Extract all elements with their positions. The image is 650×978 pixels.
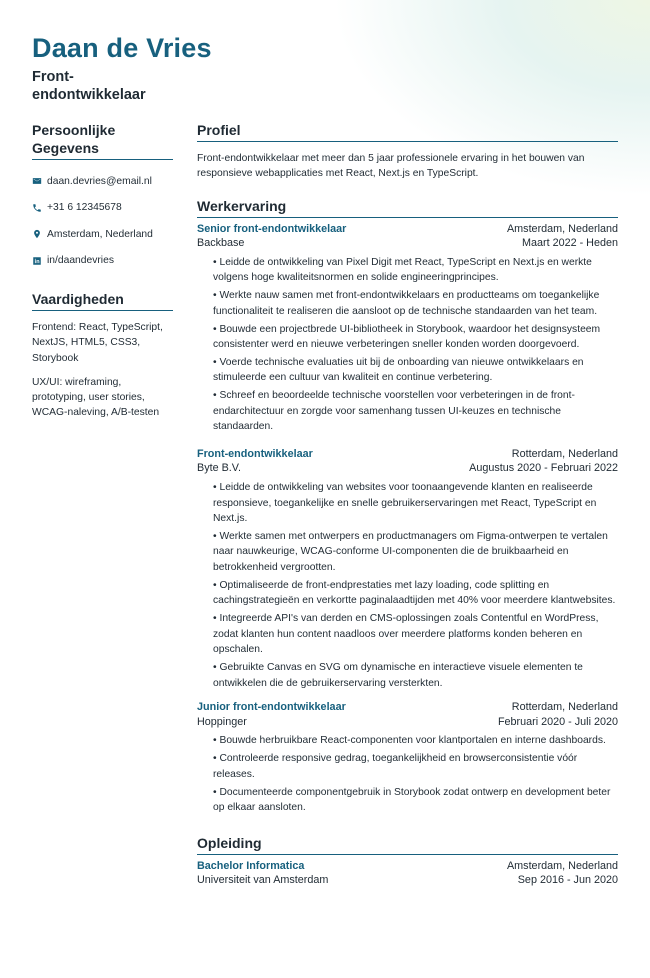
job-bullet: • Werkte nauw samen met front-endontwikkelaars en productteams om toegankelijke functionaliteit te realiseren die aansloot op de technische standaarden van het team. xyxy=(213,290,600,317)
job-bullet: • Werkte samen met ontwerpers en productmanagers om Figma-ontwerpen te vertalen naar nauwkeurige, WCAG-conforme UI-componenten die de bruikbaarheid en betrokkenheid vergrootten. xyxy=(213,530,608,573)
education-school: Universiteit van Amsterdam xyxy=(197,874,329,887)
job-bullet: • Voerde technische evaluaties uit bij de onboarding van nieuwe ontwikkelaars en stimuleerde een cultuur van kwaliteit en continue verbetering. xyxy=(213,356,584,384)
job-bullet: • Schreef en beoordeelde technische voorstellen voor verbeteringen in de front-endarchitectuur en zorgde voor samenhang tussen UI-keuzes en technische standaarden. xyxy=(213,390,575,433)
profile-title: Profiel xyxy=(197,121,618,142)
contact-list xyxy=(32,168,173,274)
education-location: Amsterdam, Nederland xyxy=(506,859,618,872)
job-company: Backbase xyxy=(197,237,245,250)
job-location: Rotterdam, Nederland xyxy=(511,701,618,714)
education-entry xyxy=(197,859,618,888)
contact-linkedin-text: in/daandevries xyxy=(47,255,114,267)
job-bullets xyxy=(197,255,618,435)
resume-header xyxy=(32,32,282,104)
contact-linkedin[interactable] xyxy=(32,248,173,275)
job-role: Junior front-endontwikkelaar xyxy=(197,701,346,714)
job-bullet: • Controleerde responsive gedrag, toegankelijkheid en browserconsistentie vóór releases. xyxy=(213,753,578,780)
location-icon xyxy=(32,229,47,239)
person-role: Front-endontwikkelaar xyxy=(32,69,146,103)
job-date: Februari 2020 - Juli 2020 xyxy=(497,715,618,728)
profile-text: Front-endontwikkelaar met meer dan 5 jaar professionele ervaring in het bouwen van responsieve webapplicaties met React, Next.js en TypeScript. xyxy=(197,153,585,180)
job-date: Maart 2022 - Heden xyxy=(521,237,618,250)
job-company: Hoppinger xyxy=(197,715,247,728)
contact-email[interactable] xyxy=(32,168,173,195)
skill-frontend: Frontend: React, TypeScript, NextJS, HTML5, CSS3, Storybook xyxy=(32,322,163,364)
sidebar xyxy=(32,121,173,421)
job-entry xyxy=(197,700,618,815)
job-bullets xyxy=(197,480,618,691)
phone-icon xyxy=(32,203,47,213)
education-degree: Bachelor Informatica xyxy=(197,859,305,872)
contact-location xyxy=(32,221,173,248)
person-name: Daan de Vries xyxy=(32,33,212,63)
contact-phone[interactable] xyxy=(32,195,173,222)
job-company: Byte B.V. xyxy=(197,462,242,475)
mail-icon xyxy=(32,176,47,186)
skills-title: Vaardigheden xyxy=(32,290,173,311)
personal-details-title: Persoonlijke Gegevens xyxy=(32,121,173,160)
job-bullet: • Gebruikte Canvas en SVG om dynamische en interactieve visuele elementen te ontwikkelen die de gebruikerservaring versterkten. xyxy=(213,662,583,689)
job-entry xyxy=(197,447,618,691)
job-bullet: • Integreerde API's van derden en CMS-oplossingen zoals Contentful en WordPress, zodat klanten hun content naadloos over meerdere platforms konden beheren en opschalen. xyxy=(213,613,599,656)
job-bullet: • Leidde de ontwikkeling van Pixel Digit met React, TypeScript en Next.js en werkte volgens hoge kwaliteitsnormen en solide engineeringprincipes. xyxy=(213,256,592,284)
linkedin-icon xyxy=(32,256,47,266)
contact-location-text: Amsterdam, Nederland xyxy=(47,228,153,240)
job-role: Front-endontwikkelaar xyxy=(197,447,313,460)
job-bullet: • Optimaliseerde de front-endprestaties met lazy loading, code splitting en cachingstrategieën en verkortte paginalaadtijden met 40% voor meerdere klantwebsites. xyxy=(213,579,616,607)
job-location: Rotterdam, Nederland xyxy=(511,447,618,460)
education-date: Sep 2016 - Jun 2020 xyxy=(517,874,618,887)
job-date: Augustus 2020 - Februari 2022 xyxy=(469,462,618,475)
job-role: Senior front-endontwikkelaar xyxy=(197,222,347,235)
job-bullet: • Documenteerde componentgebruik in Storybook zodat ontwerp en development beter op elkaar aansloten. xyxy=(213,786,611,814)
job-entry xyxy=(197,222,618,435)
education-title: Opleiding xyxy=(197,834,618,855)
job-bullet: • Bouwde herbruikbare React-componenten voor klantportalen en interne dashboards. xyxy=(213,735,606,747)
job-location: Amsterdam, Nederland xyxy=(506,222,618,235)
job-bullet: • Leidde de ontwikkeling van websites voor toonaangevende klanten en realiseerde responsieve, toegankelijke en snelle gebruikerservaringen met React, TypeScript en Next.js. xyxy=(213,482,597,525)
contact-email-text: daan.devries@email.nl xyxy=(47,175,152,187)
work-experience-title: Werkervaring xyxy=(197,197,618,218)
contact-phone-text: +31 6 12345678 xyxy=(47,202,122,214)
job-bullets xyxy=(197,733,618,815)
main-content xyxy=(197,121,618,888)
skill-uxui: UX/UI: wireframing, prototyping, user stories, WCAG-naleving, A/B-testen xyxy=(32,376,160,419)
job-bullet: • Bouwde een projectbrede UI-bibliotheek in Storybook, waardoor het designsysteem consistenter werd en nieuwe verbeteringen sneller konden worden doorgevoerd. xyxy=(213,323,601,351)
